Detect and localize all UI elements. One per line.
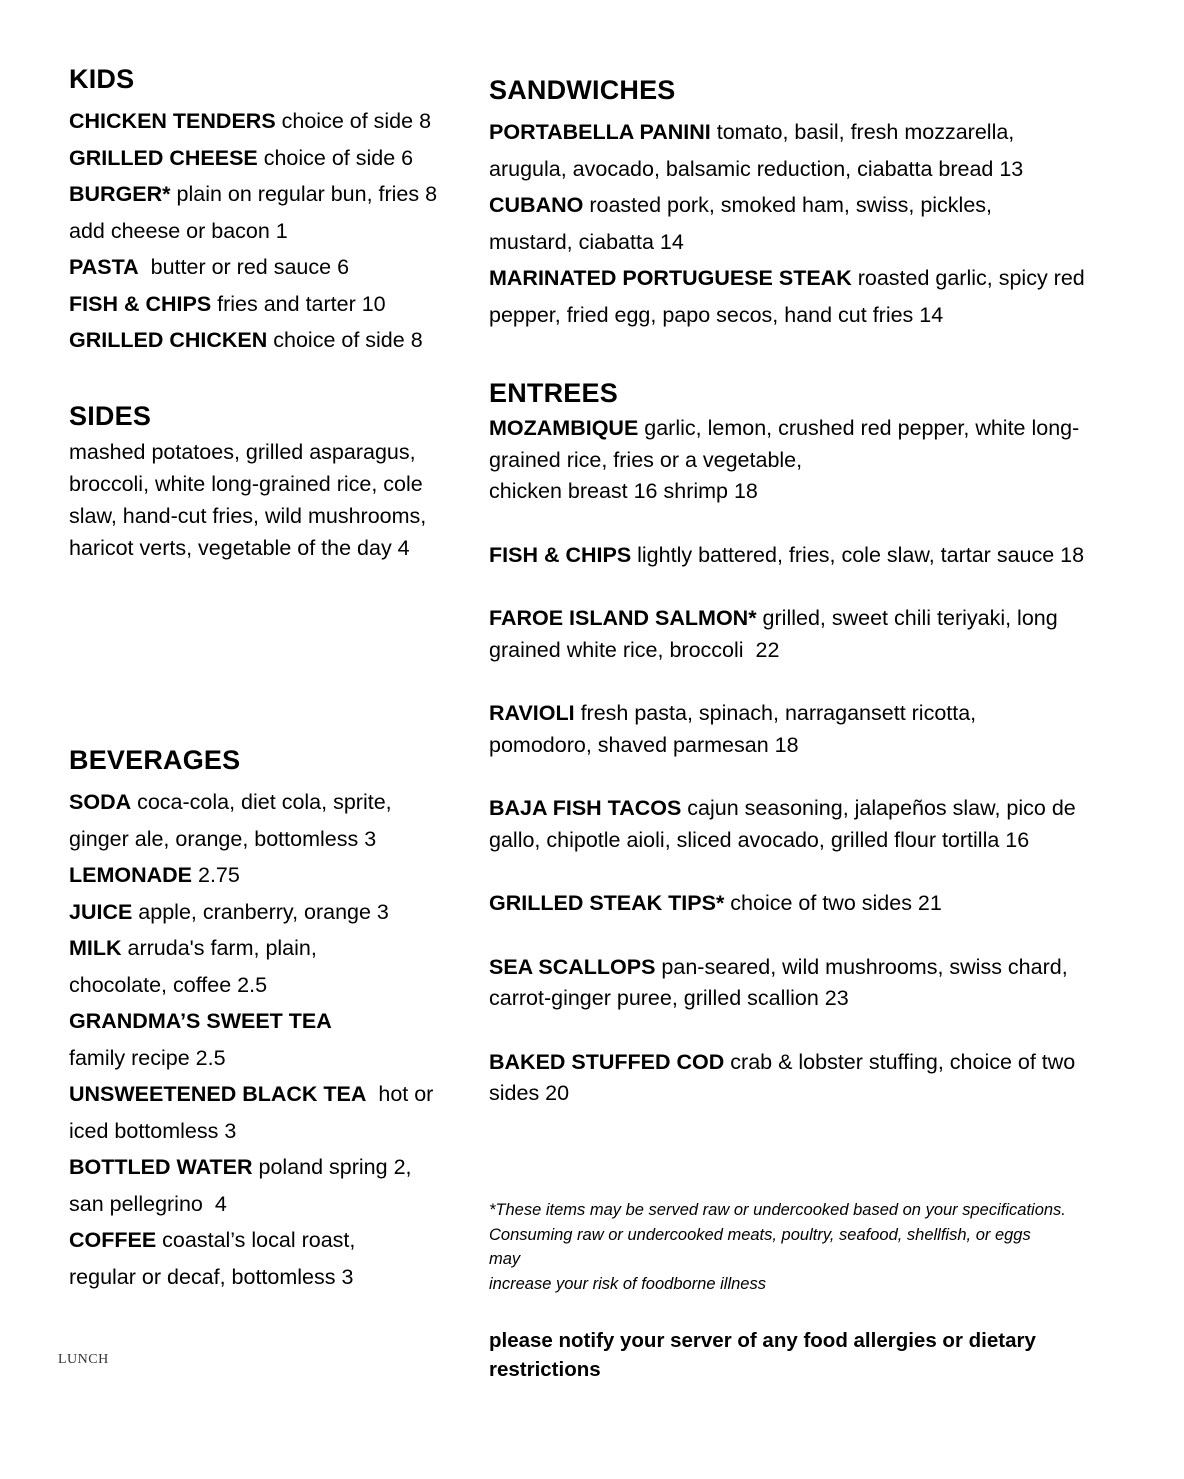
item-name: SODA xyxy=(69,790,132,814)
item-desc: lightly battered, fries, cole slaw, tartar sauce 18 xyxy=(631,542,1085,567)
menu-item xyxy=(489,187,1049,260)
item-name: JUICE xyxy=(69,899,133,924)
item-desc: roasted pork, smoked ham, swiss, pickles, mustard, ciabatta 14 xyxy=(489,193,993,254)
item-name: UNSWEETENED BLACK TEA xyxy=(69,1082,367,1106)
item-desc: hot or iced bottomless 3 xyxy=(69,1082,440,1143)
item-desc: 2.75 xyxy=(192,863,240,887)
item-desc: choice of side 8 xyxy=(267,328,423,352)
item-desc: grilled, sweet chili teriyaki, long grained white rice, broccoli 22 xyxy=(489,606,1064,662)
item-name: LEMONADE xyxy=(69,863,193,887)
menu-item xyxy=(69,1222,379,1295)
item-desc: roasted garlic, spicy red pepper, fried egg, papo secos, hand cut fries 14 xyxy=(489,266,1085,327)
item-desc: fries and tarter 10 xyxy=(211,291,386,316)
menu-item xyxy=(69,930,369,1003)
menu-item xyxy=(489,793,1129,856)
item-desc: choice of two sides 21 xyxy=(724,891,942,915)
menu-item xyxy=(69,1149,429,1222)
sides-heading: SIDES xyxy=(69,401,152,431)
item-name: MOZAMBIQUE xyxy=(489,416,639,440)
item-name: MARINATED PORTUGUESE STEAK xyxy=(489,266,852,290)
item-desc: coca-cola, diet cola, sprite, ginger ale, orange, bottomless 3 xyxy=(69,790,392,851)
item-desc: coastal’s local roast, regular or decaf, bottomless 3 xyxy=(69,1228,356,1289)
item-name: GRILLED STEAK TIPS* xyxy=(489,891,725,915)
entrees-heading: ENTREES xyxy=(489,378,618,408)
menu-type-label: LUNCH xyxy=(58,1352,109,1367)
disclaimer-line: Consuming raw or undercooked meats, poultry, seafood, shellfish, or eggs xyxy=(489,1225,1031,1244)
menu-item xyxy=(69,1076,441,1149)
item-desc-secondary: chicken breast 16 shrimp 18 xyxy=(489,479,758,503)
item-desc: cajun seasoning, jalapeños slaw, pico de gallo, chipotle aioli, sliced avocado, grilled flour tortilla 16 xyxy=(489,796,1076,852)
menu-item xyxy=(69,1003,369,1076)
menu-item xyxy=(489,698,1049,761)
sandwiches-heading: SANDWICHES xyxy=(489,75,676,105)
sides-section xyxy=(69,400,429,564)
menu-item xyxy=(489,260,1119,333)
kids-heading: KIDS xyxy=(69,64,135,94)
item-desc: arruda's farm, plain, chocolate, coffee 2.5 xyxy=(69,936,317,997)
disclaimer-line: increase your risk of foodborne illness xyxy=(489,1274,766,1293)
menu-item xyxy=(489,1047,1129,1110)
item-name: BAKED STUFFED COD xyxy=(489,1049,725,1074)
menu-item xyxy=(489,888,1129,920)
item-desc: pan-seared, wild mushrooms, swiss chard, carrot-ginger puree, grilled scallion 23 xyxy=(489,954,1068,1010)
raw-food-disclaimer xyxy=(489,1198,1139,1296)
item-name: CHICKEN TENDERS xyxy=(69,109,276,133)
item-name: GRANDMA’S SWEET TEA xyxy=(69,1009,332,1033)
item-desc: family recipe 2.5 xyxy=(69,1045,226,1070)
item-name: FISH & CHIPS xyxy=(69,291,212,316)
menu-item xyxy=(489,540,1119,572)
item-desc: choice of side 6 xyxy=(257,145,414,170)
item-name: GRILLED CHEESE xyxy=(69,145,258,170)
item-name: RAVIOLI xyxy=(489,701,575,725)
kids-section xyxy=(69,63,449,359)
item-name: GRILLED CHICKEN xyxy=(69,328,268,352)
menu-item xyxy=(489,413,1089,508)
menu-item xyxy=(69,784,429,857)
item-name: COFFEE xyxy=(69,1228,157,1252)
item-desc: garlic, lemon, crushed red pepper, white long-grained rice, fries or a vegetable, xyxy=(489,416,1080,472)
menu-item xyxy=(69,176,449,249)
item-desc: crab & lobster stuffing, choice of two sides 20 xyxy=(489,1049,1076,1105)
menu-item xyxy=(69,894,449,931)
entrees-section xyxy=(489,377,1139,1142)
beverages-section xyxy=(69,744,449,1295)
item-desc: choice of side 8 xyxy=(275,109,432,133)
item-name: FAROE ISLAND SALMON* xyxy=(489,606,757,630)
item-desc: tomato, basil, fresh mozzarella, arugula, avocado, balsamic reduction, ciabatta bread 13 xyxy=(489,120,1024,181)
menu-item xyxy=(489,952,1109,1015)
item-name: FISH & CHIPS xyxy=(489,542,632,567)
menu-item xyxy=(69,322,449,359)
item-desc: fresh pasta, spinach, narragansett ricotta, pomodoro, shaved parmesan 18 xyxy=(489,701,977,757)
menu-item xyxy=(69,140,449,177)
item-name: CUBANO xyxy=(489,193,584,217)
item-name: PORTABELLA PANINI xyxy=(489,120,711,144)
sandwiches-section xyxy=(489,74,1139,333)
item-desc: poland spring 2, san pellegrino 4 xyxy=(69,1155,418,1216)
item-name: MILK xyxy=(69,936,122,960)
menu-item xyxy=(69,249,449,286)
menu-item xyxy=(69,103,449,140)
item-desc: plain on regular bun, fries 8 add cheese or bacon 1 xyxy=(69,182,438,243)
item-name: PASTA xyxy=(69,255,139,279)
item-name: BURGER* xyxy=(69,182,171,206)
disclaimer-line: may xyxy=(489,1250,521,1268)
sides-list: mashed potatoes, grilled asparagus, broccoli, white long-grained rice, cole slaw, hand-cut fries, wild mushrooms, haricot verts, vegetable of the day 4 xyxy=(69,440,427,560)
item-name: BOTTLED WATER xyxy=(69,1155,253,1179)
menu-item xyxy=(69,857,449,894)
menu-item xyxy=(489,603,1119,666)
menu-item xyxy=(489,114,1089,187)
disclaimer-line: *These items may be served raw or undercooked based on your specifications. xyxy=(489,1201,1066,1219)
menu-item xyxy=(69,286,449,323)
item-name: SEA SCALLOPS xyxy=(489,954,656,979)
beverages-heading: BEVERAGES xyxy=(69,745,241,775)
item-name: BAJA FISH TACOS xyxy=(489,796,682,820)
item-desc: apple, cranberry, orange 3 xyxy=(132,899,389,924)
allergy-notice: please notify your server of any food allergies or dietary restrictions xyxy=(489,1329,1036,1381)
item-desc: butter or red sauce 6 xyxy=(138,255,350,279)
